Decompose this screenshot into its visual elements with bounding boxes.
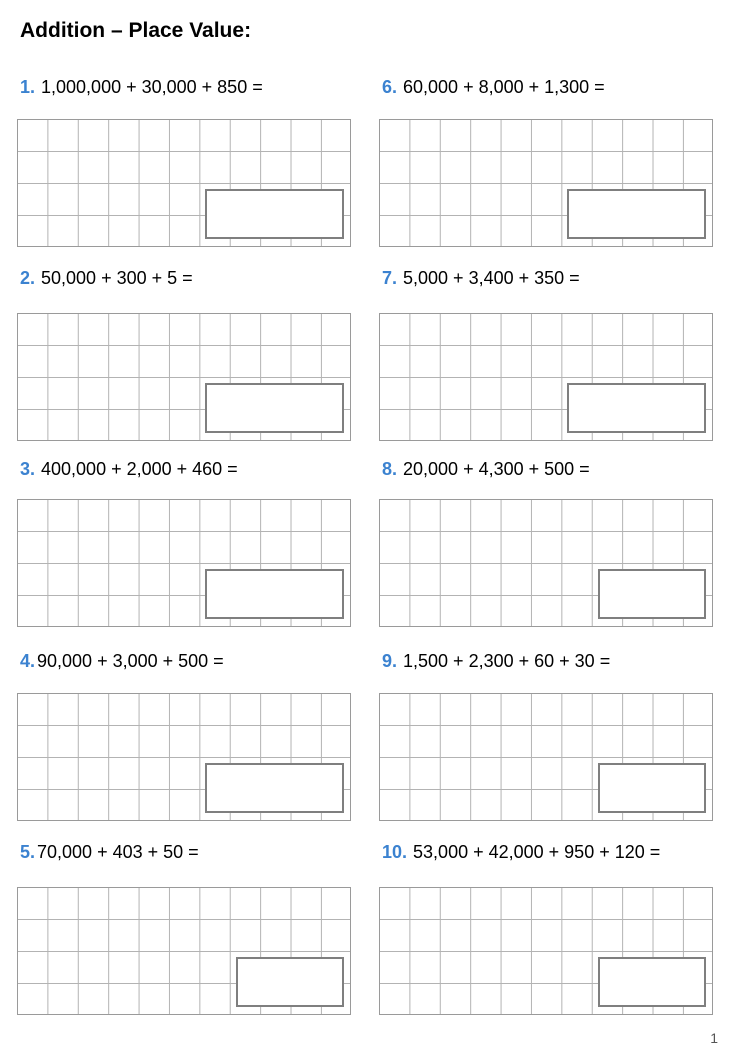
question-number: 10. bbox=[382, 842, 408, 862]
question-text: 53,000 + 42,000 + 950 + 120 = bbox=[413, 842, 661, 862]
answer-box-2[interactable] bbox=[205, 383, 344, 433]
working-grid-1 bbox=[17, 119, 351, 247]
answer-box-8[interactable] bbox=[598, 569, 706, 619]
question-number: 8. bbox=[382, 459, 398, 479]
question-number: 5. bbox=[20, 842, 36, 862]
question-5 bbox=[20, 841, 199, 863]
question-text: 1,000,000 + 30,000 + 850 = bbox=[41, 77, 263, 97]
question-4 bbox=[20, 650, 224, 672]
answer-box-7[interactable] bbox=[567, 383, 706, 433]
question-text: 1,500 + 2,300 + 60 + 30 = bbox=[403, 651, 611, 671]
question-7 bbox=[382, 267, 580, 289]
question-number: 1. bbox=[20, 77, 36, 97]
question-text: 5,000 + 3,400 + 350 = bbox=[403, 268, 580, 288]
answer-box-4[interactable] bbox=[205, 763, 344, 813]
question-2 bbox=[20, 267, 193, 289]
answer-box-6[interactable] bbox=[567, 189, 706, 239]
question-6 bbox=[382, 76, 605, 98]
question-text: 60,000 + 8,000 + 1,300 = bbox=[403, 77, 605, 97]
answer-box-3[interactable] bbox=[205, 569, 344, 619]
question-number: 2. bbox=[20, 268, 36, 288]
working-grid-2 bbox=[17, 313, 351, 441]
page-number: 1 bbox=[710, 1030, 718, 1046]
answer-box-9[interactable] bbox=[598, 763, 706, 813]
page-title: Addition – Place Value: bbox=[20, 19, 252, 42]
question-number: 7. bbox=[382, 268, 398, 288]
working-grid-6 bbox=[379, 119, 713, 247]
question-number: 9. bbox=[382, 651, 398, 671]
answer-box-5[interactable] bbox=[236, 957, 344, 1007]
working-grid-9 bbox=[379, 693, 713, 821]
question-text: 90,000 + 3,000 + 500 = bbox=[37, 651, 224, 671]
working-grid-10 bbox=[379, 887, 713, 1015]
question-10 bbox=[382, 841, 660, 863]
question-text: 20,000 + 4,300 + 500 = bbox=[403, 459, 590, 479]
question-number: 3. bbox=[20, 459, 36, 479]
working-grid-8 bbox=[379, 499, 713, 627]
question-text: 70,000 + 403 + 50 = bbox=[37, 842, 199, 862]
working-grid-3 bbox=[17, 499, 351, 627]
question-text: 400,000 + 2,000 + 460 = bbox=[41, 459, 238, 479]
question-9 bbox=[382, 650, 610, 672]
working-grid-5 bbox=[17, 887, 351, 1015]
question-8 bbox=[382, 458, 590, 480]
answer-box-1[interactable] bbox=[205, 189, 344, 239]
question-text: 50,000 + 300 + 5 = bbox=[41, 268, 193, 288]
question-number: 4. bbox=[20, 651, 36, 671]
answer-box-10[interactable] bbox=[598, 957, 706, 1007]
working-grid-7 bbox=[379, 313, 713, 441]
question-1 bbox=[20, 76, 263, 98]
question-number: 6. bbox=[382, 77, 398, 97]
working-grid-4 bbox=[17, 693, 351, 821]
question-3 bbox=[20, 458, 238, 480]
